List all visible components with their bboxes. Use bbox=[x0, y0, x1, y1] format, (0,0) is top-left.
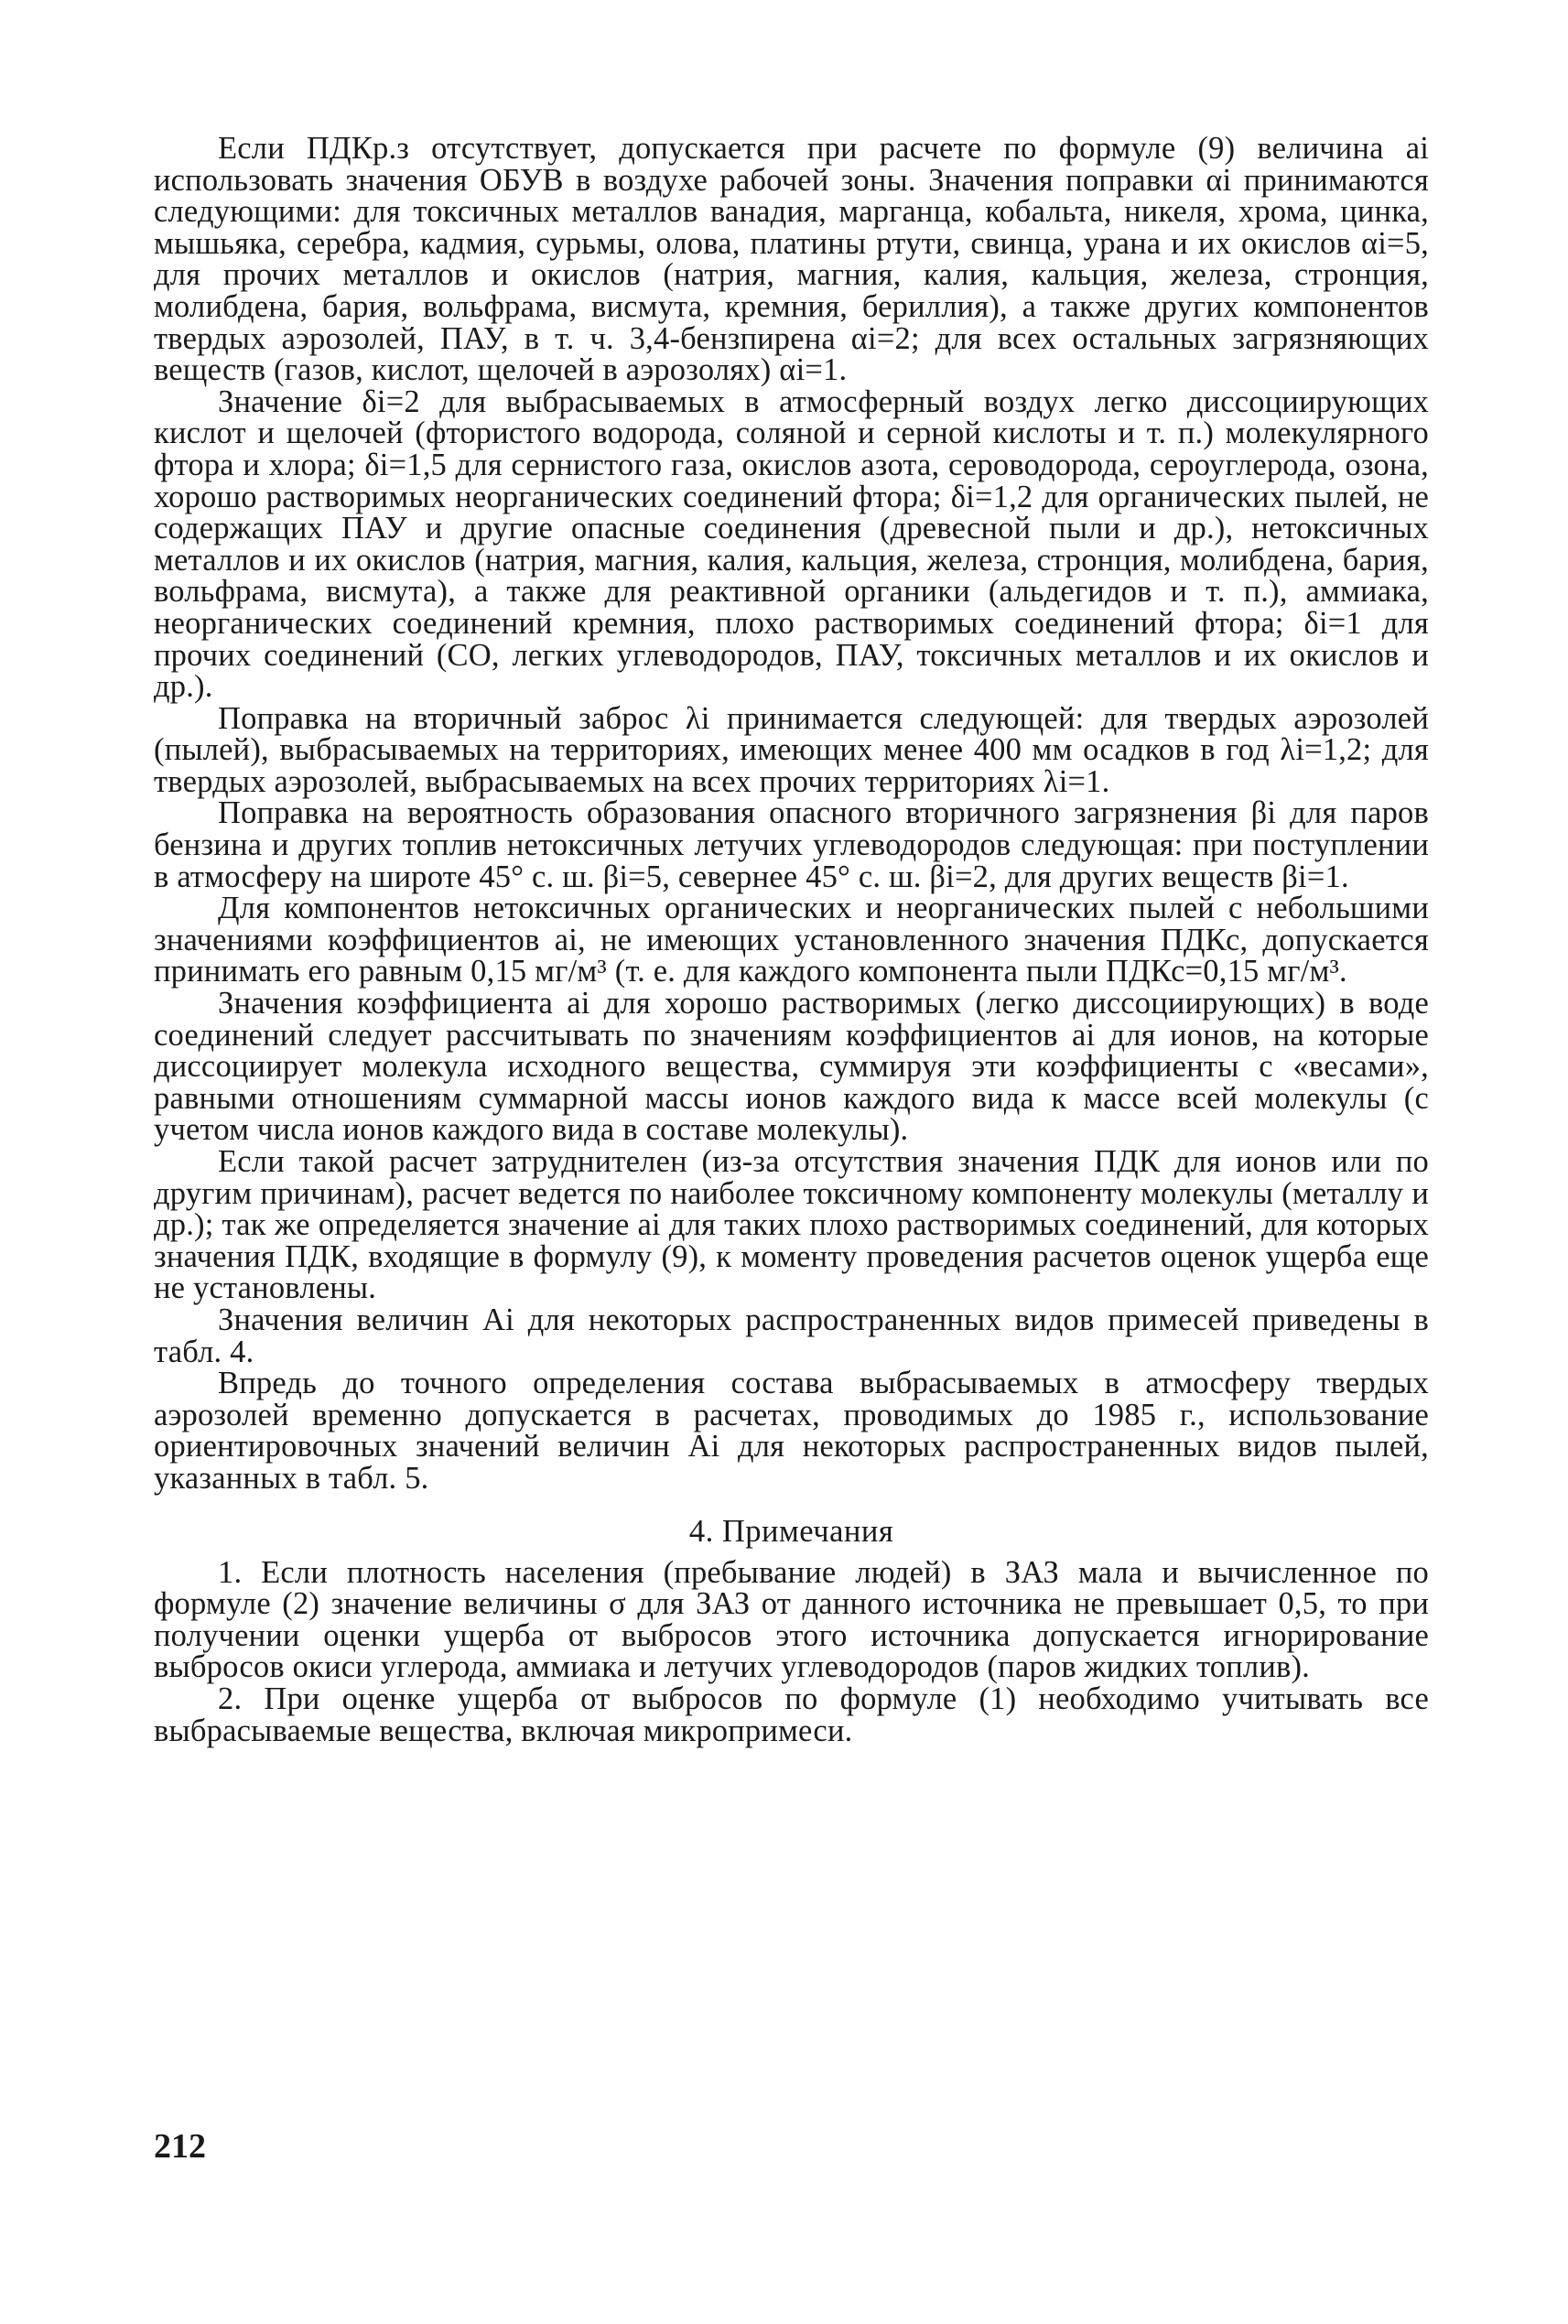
paragraph-table-4-reference: Значения величин Ai для некоторых распространенных видов примесей приведены в табл. 4. bbox=[154, 1302, 1429, 1369]
paragraph-lambda-correction: Поправка на вторичный заброс λi принимается следующей: для твердых аэрозолей (пылей), выбрасываемых на территориях, имеющих менее 400 мм осадков в год λi=1,2; для твердых аэрозолей, выбрасываемых на всех прочих территориях λi=1. bbox=[154, 700, 1429, 799]
paragraph-nontoxic-dust: Для компонентов нетоксичных органических и неорганических пылей с небольшими значениями коэффициентов ai, не имеющих установленного значения ПДКс, допускается принимать его равным 0,15 мг/м³ (т. е. для каждого компонента пыли ПДКс=0,15 мг/м³. bbox=[154, 891, 1429, 989]
paragraph-difficult-calculation: Если такой расчет затруднителен (из-за отсутствия значения ПДК для ионов или по другим причинам), расчет ведется по наиболее токсичному компоненту молекулы (металлу и др.); так же определяется значение ai для таких плохо растворимых соединений, для которых значения ПДК, входящие в формулу (9), к моменту проведения расчетов оценок ущерба еще не установлены. bbox=[154, 1144, 1429, 1306]
note-1: 1. Если плотность населения (пребывание людей) в ЗАЗ мала и вычисленное по формуле (2) значение величины σ для ЗАЗ от данного источника не превышает 0,5, то при получении оценки ущерба от выбросов этого источника допускается игнорирование выбросов окиси углерода, аммиака и летучих углеводородов (паров жидких топлив). bbox=[154, 1554, 1429, 1685]
section-title: 4. Примечания bbox=[688, 1513, 894, 1549]
paragraph-soluble-compounds: Значения коэффициента ai для хорошо растворимых (легко диссоциирующих) в воде соединений следует рассчитывать по значениям коэффициентов ai для ионов, на которые диссоциирует молекула исходного вещества, суммируя эти коэффициенты с «весами», равными отношениям суммарной массы ионов каждого вида к массе всей молекулы (с учетом числа ионов каждого вида в составе молекулы). bbox=[154, 986, 1429, 1148]
page-number: 212 bbox=[154, 2127, 206, 2166]
note-2: 2. При оценке ущерба от выбросов по формуле (1) необходимо учитывать все выбрасываемые вещества, включая микропримеси. bbox=[154, 1681, 1429, 1748]
paragraph-pdk-obuv: Если ПДКр.з отсутствует, допускается при расчете по формуле (9) величина ai использовать значения ОБУВ в воздухе рабочей зоны. Значения поправки αi принимаются следующими: для токсичных металлов ванадия, марганца, кобальта, никеля, хрома, цинка, мышьяка, серебра, кадмия, сурьмы, олова, платины ртути, свинца, урана и их окислов αi=5, для прочих металлов и окислов (натрия, магния, калия, кальция, железа, стронция, молибдена, бария, вольфрама, висмута, кремния, бериллия), а также других компонентов твердых аэрозолей, ПАУ, в т. ч. 3,4-бензпирена αi=2; для всех остальных загрязняющих веществ (газов, кислот, щелочей в аэрозолях) αi=1. bbox=[154, 131, 1429, 388]
body-text bbox=[154, 133, 1429, 1746]
paragraph-beta-correction: Поправка на вероятность образования опасного вторичного загрязнения βi для паров бензина и других топлив нетоксичных летучих углеводородов следующая: при поступлении в атмосферу на широте 45° с. ш. βi=5, севернее 45° с. ш. βi=2, для других веществ βi=1. bbox=[154, 795, 1429, 894]
paragraph-table-5-reference: Впредь до точного определения состава выбрасываемых в атмосферу твердых аэрозолей временно допускается в расчетах, проводимых до 1985 г., использование ориентировочных значений величин Ai для некоторых распространенных видов пылей, указанных в табл. 5. bbox=[154, 1366, 1429, 1496]
paragraph-delta-coefficient: Значение δi=2 для выбрасываемых в атмосферный воздух легко диссоциирующих кислот и щелочей (фтористого водорода, соляной и серной кислоты и т. п.) молекулярного фтора и хлора; δi=1,5 для сернистого газа, окислов азота, сероводорода, сероуглерода, озона, хорошо растворимых неорганических соединений фтора; δi=1,2 для органических пылей, не содержащих ПАУ и другие опасные соединения (древесной пыли и др.), нетоксичных металлов и их окислов (натрия, магния, калия, кальция, железа, стронция, молибдена, бария, вольфрама, висмута), а также для реактивной органики (альдегидов и т. п.), аммиака, неорганических соединений кремния, плохо растворимых соединений фтора; δi=1 для прочих соединений (СО, легких углеводородов, ПАУ, токсичных металлов и их окислов и др.). bbox=[154, 384, 1429, 705]
